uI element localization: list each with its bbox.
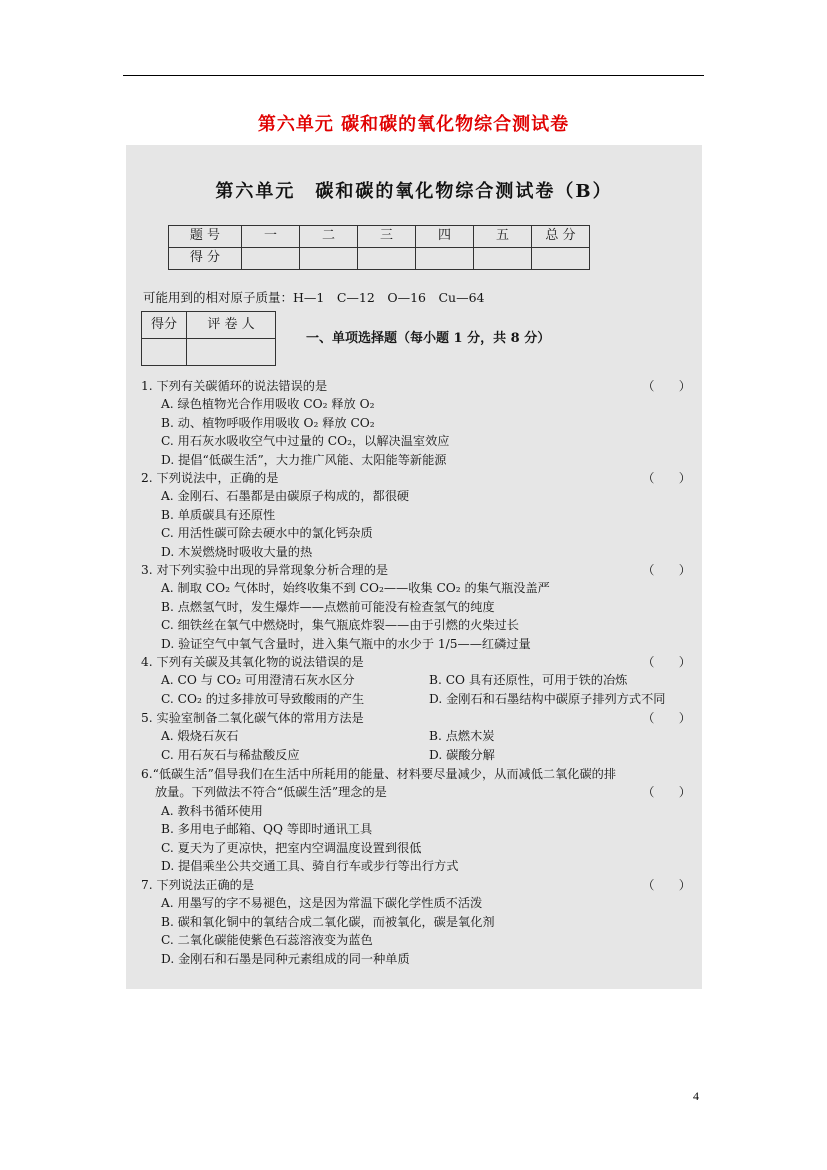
option: C. 用石灰水吸收空气中过量的 CO₂，以解决温室效应 — [161, 434, 450, 449]
question-stem-continued: 放量。下列做法不符合“低碳生活”理念的是 — [155, 785, 387, 800]
option: C. CO₂ 的过多排放可导致酸雨的产生 — [161, 691, 365, 706]
option: B. 点燃木炭 — [429, 729, 495, 744]
option: D. 碳酸分解 — [429, 747, 495, 762]
question-stem: 3. 对下列实验中出现的异常现象分析合理的是 — [141, 563, 389, 577]
score-header-cell: 一 — [242, 226, 300, 248]
option: C. 细铁丝在氧气中燃烧时，集气瓶底炸裂——由于引燃的火柴过长 — [161, 618, 519, 633]
option: B. 多用电子邮箱、QQ 等即时通讯工具 — [161, 822, 373, 837]
score-blank-cell — [416, 248, 474, 270]
page-header-title: 第六单元 碳和碳的氧化物综合测试卷 — [257, 114, 570, 135]
score-blank-cell — [358, 248, 416, 270]
answer-parenthesis: （ ） — [642, 878, 691, 892]
option: D. 金刚石和石墨是同种元素组成的同一种单质 — [161, 951, 410, 966]
atomic-masses-note: 可能用到的相对原子质量：H—1 C—12 O—16 Cu—64 — [143, 290, 485, 305]
answer-parenthesis: （ ） — [642, 655, 691, 669]
score-blank-cell — [300, 248, 358, 270]
option: B. 动、植物呼吸作用吸收 O₂ 释放 CO₂ — [161, 415, 375, 430]
grader-blank-cell — [142, 339, 187, 366]
option: D. 提倡乘坐公共交通工具、骑自行车或步行等出行方式 — [161, 858, 459, 873]
grader-score-label: 得分 — [142, 312, 187, 339]
option: A. 绿色植物光合作用吸收 CO₂ 释放 O₂ — [161, 397, 375, 412]
score-header-cell: 二 — [300, 226, 358, 248]
score-header-cell: 四 — [416, 226, 474, 248]
option: C. 夏天为了更凉快，把室内空调温度设置到很低 — [161, 840, 422, 855]
question-1 — [141, 377, 691, 469]
score-header-cell: 题 号 — [169, 226, 242, 248]
option: A. 煅烧石灰石 — [161, 729, 239, 744]
score-table — [168, 225, 590, 270]
option: C. 用石灰石与稀盐酸反应 — [161, 747, 300, 762]
option: B. 碳和氧化铜中的氧结合成二氧化碳，而被氧化，碳是氧化剂 — [161, 914, 495, 929]
score-blank-cell — [474, 248, 532, 270]
question-stem: 7. 下列说法正确的是 — [141, 878, 255, 892]
page-number: 4 — [693, 1089, 699, 1103]
score-blank-cell — [532, 248, 590, 270]
answer-parenthesis: （ ） — [642, 471, 691, 485]
option: D. 提倡“低碳生活”，大力推广风能、太阳能等新能源 — [161, 452, 447, 467]
question-stem: 1. 下列有关碳循环的说法错误的是 — [141, 379, 328, 393]
option: C. 二氧化碳能使紫色石蕊溶液变为蓝色 — [161, 933, 373, 948]
question-6 — [141, 765, 691, 875]
score-header-cell: 五 — [474, 226, 532, 248]
answer-parenthesis: （ ） — [642, 379, 691, 393]
exam-title: 第六单元 碳和碳的氧化物综合测试卷（B） — [215, 181, 613, 202]
question-2 — [141, 469, 691, 561]
scanned-exam-page — [126, 145, 702, 989]
option: D. 木炭燃烧时吸收大量的热 — [161, 544, 313, 559]
option: A. 教科书循环使用 — [161, 803, 263, 818]
answer-parenthesis: （ ） — [642, 711, 691, 725]
score-header-cell: 总 分 — [532, 226, 590, 248]
question-stem: 4. 下列有关碳及其氧化物的说法错误的是 — [141, 655, 364, 669]
question-stem: 6.“低碳生活”倡导我们在生活中所耗用的能量、材料要尽量减少，从而减低二氧化碳的排 — [141, 767, 617, 781]
answer-parenthesis: （ ） — [642, 785, 691, 800]
answer-parenthesis: （ ） — [642, 563, 691, 577]
option: A. 制取 CO₂ 气体时，始终收集不到 CO₂——收集 CO₂ 的集气瓶没盖严 — [161, 581, 550, 596]
section-title: 一、单项选择题（每小题 1 分，共 8 分） — [306, 331, 551, 346]
score-table-header-row — [169, 226, 590, 248]
option: D. 金刚石和石墨结构中碳原子排列方式不同 — [429, 691, 666, 706]
option: C. 用活性碳可除去硬水中的氯化钙杂质 — [161, 526, 373, 541]
question-stem: 2. 下列说法中，正确的是 — [141, 471, 279, 485]
option: B. CO 具有还原性，可用于铁的冶炼 — [429, 673, 628, 688]
question-4 — [141, 653, 691, 708]
score-table-score-row — [169, 248, 590, 270]
score-blank-cell — [242, 248, 300, 270]
option: B. 点燃氢气时，发生爆炸——点燃前可能没有检查氢气的纯度 — [161, 599, 495, 614]
option: D. 验证空气中氧气含量时，进入集气瓶中的水少于 1/5——红磷过量 — [161, 636, 531, 651]
option: A. 金刚石、石墨都是由碳原子构成的，都很硬 — [161, 489, 410, 504]
question-stem: 5. 实验室制备二氧化碳气体的常用方法是 — [141, 711, 364, 725]
option: A. 用墨写的字不易褪色，这是因为常温下碳化学性质不活泼 — [161, 896, 483, 911]
grader-name-label: 评 卷 人 — [187, 312, 276, 339]
question-3 — [141, 561, 691, 653]
grader-blank-cell — [187, 339, 276, 366]
score-header-cell: 三 — [358, 226, 416, 248]
score-row-label: 得 分 — [169, 248, 242, 270]
option: A. CO 与 CO₂ 可用澄清石灰水区分 — [161, 673, 355, 688]
header-rule — [123, 75, 704, 76]
option: B. 单质碳具有还原性 — [161, 507, 276, 522]
question-5 — [141, 709, 691, 764]
question-7 — [141, 876, 691, 968]
grader-table — [141, 311, 276, 366]
